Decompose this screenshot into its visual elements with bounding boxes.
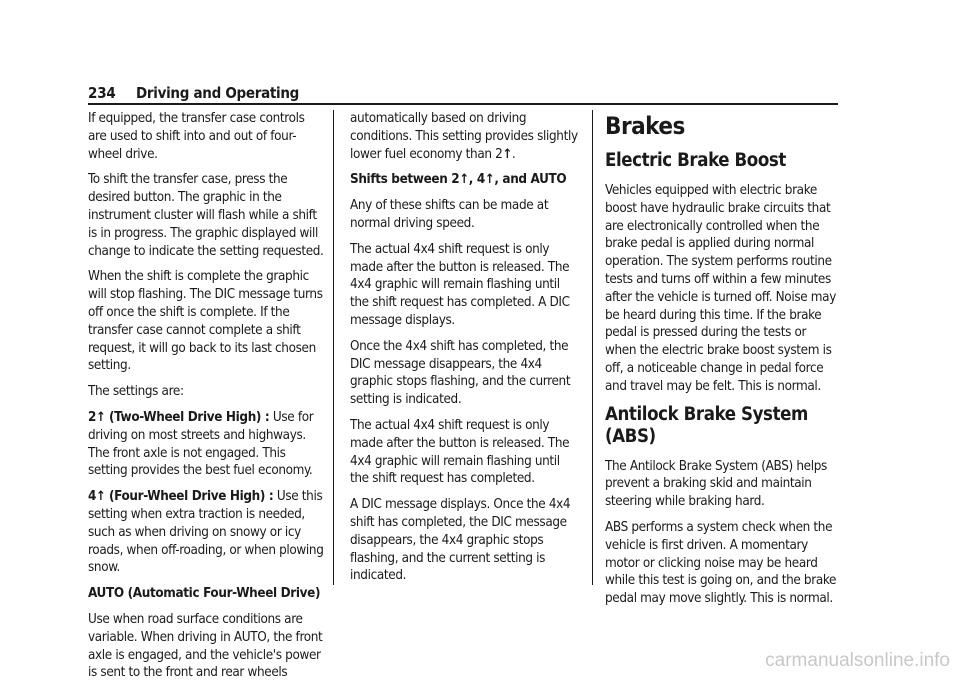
paragraph: Once the 4x4 shift has completed, the DIC message disappears, the 4x4 graphic stops flashing, and the current setting is indicated.: [350, 338, 571, 408]
up-arrow-icon: ↑: [96, 489, 106, 505]
column-divider-2: [592, 110, 593, 585]
text-run: automatically based on driving conditions. This setting provides slightly lower fuel economy than 2: [350, 111, 578, 162]
paragraph: A DIC message displays. Once the 4x4 shift has completed, the DIC message disappears, the 4x4 graphic stops flashing, and the current setting is indicated.: [350, 497, 571, 584]
paragraph: Any of these shifts can be made at normal driving speed.: [350, 198, 549, 231]
term-label: (Two-Wheel Drive High) :: [108, 409, 270, 425]
text-run: Shifts between 2: [350, 172, 460, 188]
page-header: [88, 84, 838, 102]
paragraph: When the shift is complete the graphic will stop flashing. The DIC message turns off once the shift is complete. If the transfer case cannot complete a shift request, it will go back to its last chosen setting.: [88, 269, 323, 374]
column-2: [350, 110, 580, 593]
term-label: (Four-Wheel Drive High) :: [108, 489, 274, 505]
column-1: [88, 110, 326, 690]
shifts-heading: [350, 171, 580, 189]
text-run: .: [511, 146, 516, 162]
watermark: carmanualsonline.info: [765, 650, 950, 671]
paragraph: The actual 4x4 shift request is only made after the button is released. The 4x4 graphic will remain flashing until the shift request has completed.: [350, 417, 570, 487]
paragraph: If equipped, the transfer case controls are used to shift into and out of four-wheel drive.: [88, 111, 305, 162]
header-rule: [88, 103, 838, 105]
paragraph-continued: [350, 110, 580, 163]
column-3: [605, 110, 840, 616]
section-title: Driving and Operating: [136, 84, 300, 102]
column-divider-1: [333, 110, 334, 585]
paragraph: The actual 4x4 shift request is only made after the button is released. The 4x4 graphic will remain flashing until the shift request has completed. A DIC message displays.: [350, 241, 570, 328]
up-arrow-icon: ↑: [502, 146, 512, 162]
page-number: 234: [88, 84, 116, 102]
term-auto: AUTO (Automatic Four-Wheel Drive): [88, 586, 321, 602]
heading-abs: Antilock Brake System (ABS): [605, 403, 808, 447]
term-description: Use for driving on most streets and highways. The front axle is not engaged. This setting provides the best fuel economy.: [88, 409, 314, 479]
term-number: 2: [88, 409, 97, 425]
paragraph: The Antilock Brake System (ABS) helps prevent a braking skid and maintain steering while braking hard.: [605, 458, 827, 510]
up-arrow-icon: ↑: [96, 409, 106, 425]
definition-two-wheel-high: [88, 409, 326, 480]
text-run: , 4: [468, 172, 485, 188]
definition-four-wheel-high: [88, 488, 326, 577]
paragraph: Use when road surface conditions are variable. When driving in AUTO, the front axle is engaged, and the vehicle's power is sent to the front and rear wheels: [88, 611, 323, 681]
up-arrow-icon: ↑: [484, 172, 495, 188]
heading-electric-brake-boost: Electric Brake Boost: [605, 150, 786, 171]
paragraph: The settings are:: [88, 384, 184, 400]
paragraph: ABS performs a system check when the vehicle is first driven. A momentary motor or clicking noise may be heard while this test is going on, and the brake pedal may move slightly. This is normal.: [605, 519, 837, 607]
up-arrow-icon: ↑: [459, 172, 469, 188]
paragraph: Vehicles equipped with electric brake boost have hydraulic brake circuits that are electronically controlled when the brake pedal is applied during normal operation. The system performs routine tests and turns off within a few minutes after the vehicle is turned off. Noise may be heard during this time. If the brake pedal is pressed during the tests or when the electric brake boost system is off, a noticeable change in pedal force and travel may be felt. This is normal.: [605, 183, 836, 394]
text-run: , and AUTO: [494, 172, 567, 188]
term-description: Use this setting when extra traction is needed, such as when driving on snowy or icy roads, when off-roading, or when plowing snow.: [88, 489, 324, 576]
term-number: 4: [88, 489, 97, 505]
heading-brakes: Brakes: [605, 112, 685, 140]
paragraph: To shift the transfer case, press the desired button. The graphic in the instrument cluster will flash while a shift is in progress. The graphic displayed will change to indicate the setting requested.: [88, 172, 324, 259]
